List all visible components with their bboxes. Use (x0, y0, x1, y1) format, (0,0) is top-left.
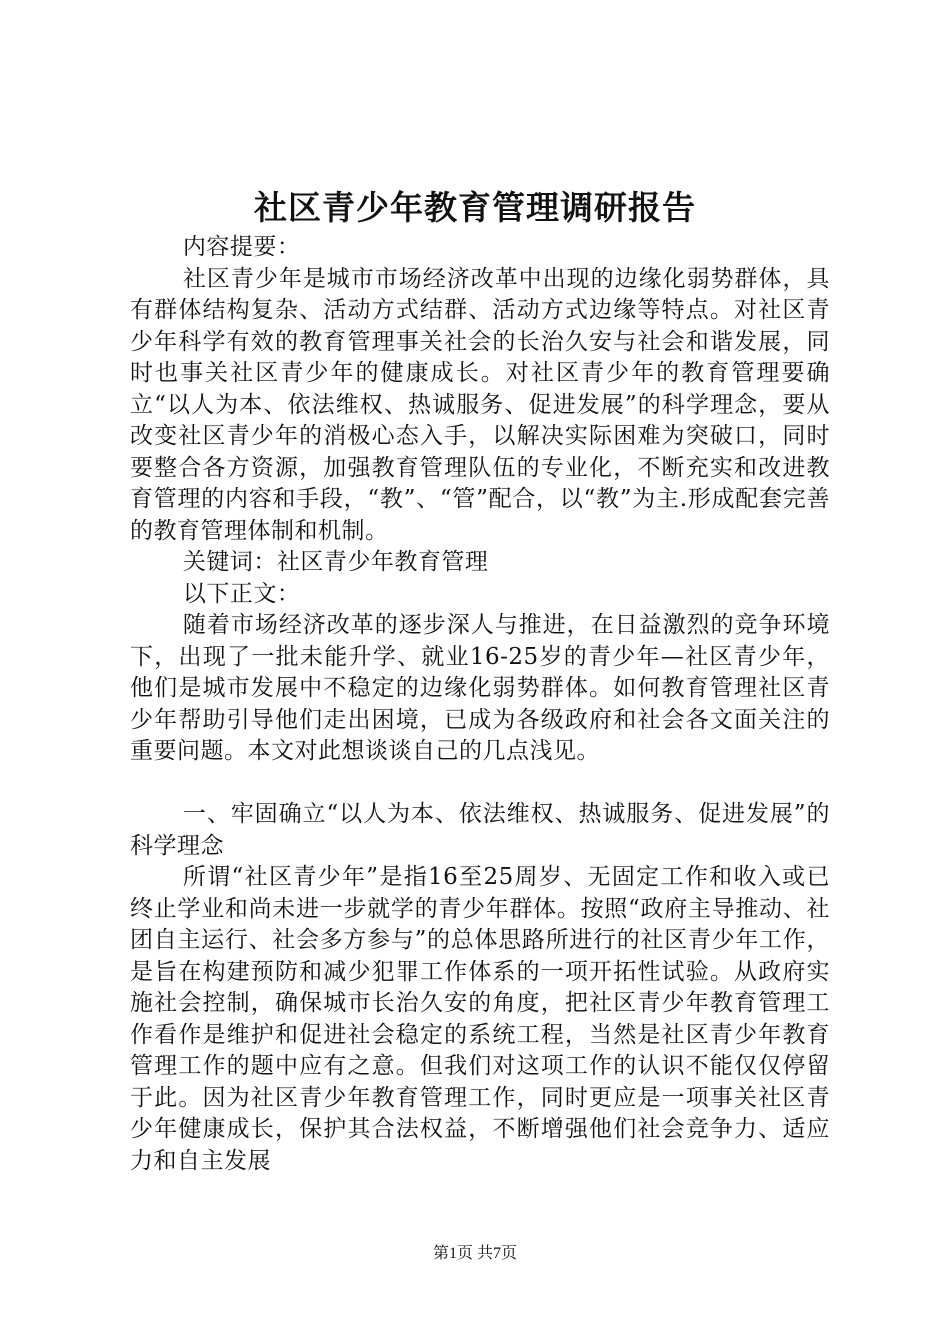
intro-paragraph: 随着市场经济改革的逐步深人与推进，在日益激烈的竞争环境下，出现了一批未能升学、就业16-25岁的青少年—社区青少年，他们是城市发展中不稳定的边缘化弱势群体。如何教育管理社区青少年帮助引导他们走出困境，已成为各级政府和社会各文面关注的重要问题。本文对此想谈谈自己的几点浅见。 (130, 612, 830, 764)
body-paragraph: 所谓“社区青少年”是指16至25周岁、无固定工作和收入或已终止学业和尚未进一步就学的青少年群体。按照“政府主导推动、社团自主运行、社会多方参与”的总体思路所进行的社区青少年工作，是旨在构建预防和减少犯罪工作体系的一项开拓性试验。从政府实施社会控制，确保城市长治久安的角度，把社区青少年教育管理工作看作是维护和促进社会稳定的系统工程，当然是社区青少年教育管理工作的题中应有之意。但我们对这项工作的认识不能仅仅停留于此。因为社区青少年教育管理工作，同时更应是一项事关社区青少年健康成长，保护其合法权益，不断增强他们社会竞争力、适应力和自主发展 (130, 864, 830, 1174)
section-heading: 一、牢固确立“以人为本、依法维权、热诚服务、促进发展”的科学理念 (130, 801, 830, 859)
keywords-line: 关键词：社区青少年教育管理 (182, 549, 489, 575)
document-title: 社区青少年教育管理调研报告 (254, 188, 696, 227)
document-body (130, 232, 830, 1177)
paragraph-spacer (130, 768, 830, 800)
abstract-heading: 内容提要： (182, 234, 301, 260)
main-text-heading: 以下正文： (182, 580, 301, 607)
abstract-paragraph: 社区青少年是城市市场经济改革中出现的边缘化弱势群体，具有群体结构复杂、活动方式结群、活动方式边缘等特点。对社区青少年科学有效的教育管理事关社会的长治久安与社会和谐发展，同时也事关社区青少年的健康成长。对社区青少年的教育管理要确立“以人为本、依法维权、热诚服务、促进发展”的科学理念，要从改变社区青少年的消极心态入手，以解决实际困难为突破口，同时要整合各方资源，加强教育管理队伍的专业化，不断充实和改进教育管理的内容和手段，“教”、“管”配合，以“教”为主.形成配套完善的教育管理体制和机制。 (130, 265, 830, 544)
page-number: 第1页 共7页 (432, 1245, 517, 1262)
